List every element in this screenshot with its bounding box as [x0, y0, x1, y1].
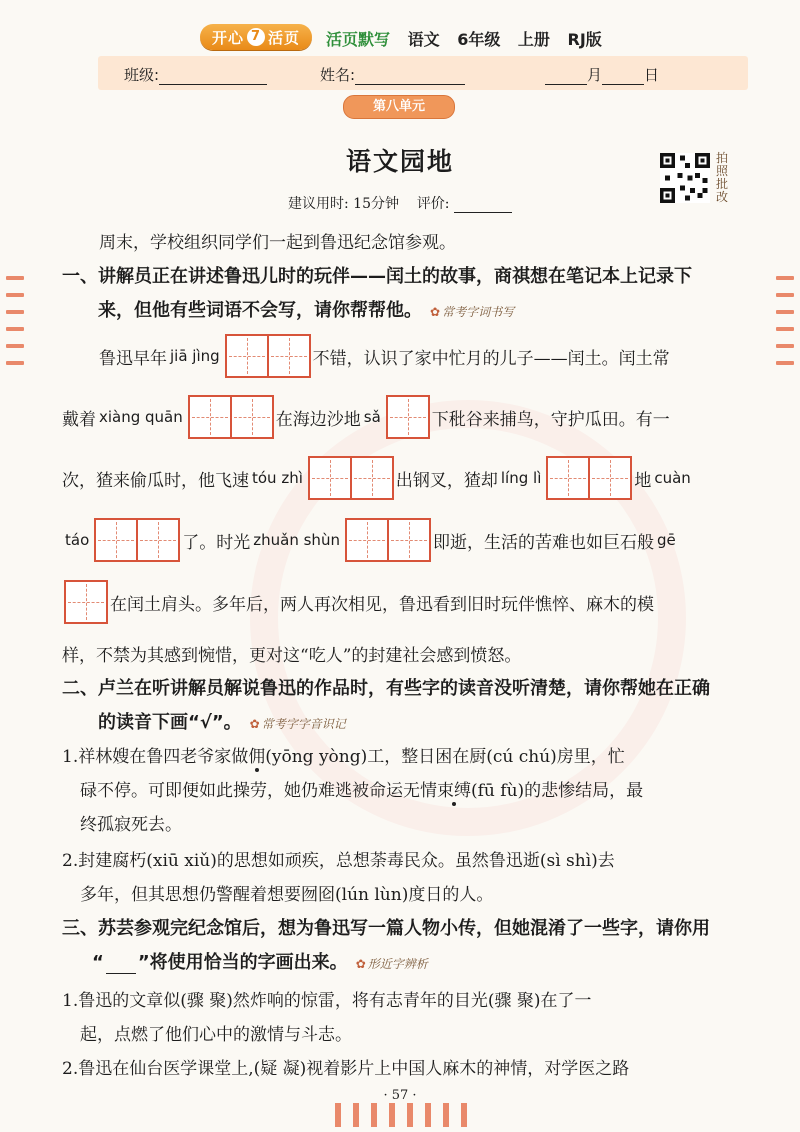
pinyin-lingli: líng lì — [500, 469, 542, 487]
s1-l1-text2: 不错，认识了家中忙月的儿子——闰土。闰土常 — [312, 348, 670, 369]
section3-heading-text: ”将使用恰当的字画出来。 — [137, 952, 348, 973]
answer-boxes-touzhi[interactable] — [308, 456, 394, 500]
section2-tag: ✿ 常考字字音识记 — [250, 717, 346, 731]
class-field[interactable] — [124, 64, 267, 85]
section1-heading-line2 — [98, 296, 514, 322]
answer-boxes-zhuanshun[interactable] — [345, 518, 431, 562]
pinyin-jiajing: jiā jìng — [170, 347, 220, 365]
left-side-bars — [6, 276, 24, 378]
bottom-bars — [335, 1103, 467, 1127]
subject-label: 语文 — [407, 30, 440, 49]
answer-boxes-jiajing[interactable] — [225, 334, 311, 378]
pinyin-zhuanshun: zhuǎn shùn — [253, 531, 340, 549]
section1-tag: ✿ 常考字词书写 — [430, 305, 514, 319]
s1-line4 — [62, 518, 679, 562]
s1-line5 — [62, 580, 654, 624]
answer-box-sa[interactable] — [386, 395, 430, 439]
s2-q2-line2[interactable]: 多年，但其思想仍警醒着想要囫囵(lún lùn)度日的人。 — [80, 885, 494, 905]
answer-boxes-xiangquan[interactable] — [188, 395, 274, 439]
grade-label: 6年级 — [457, 30, 501, 49]
meta-line — [0, 193, 800, 213]
s2-q2-line1[interactable]: 2.封建腐朽(xiū xiǔ)的思想如顽疾，总想荼毒民众。虽然鲁迅逝(sì shì)去 — [62, 851, 615, 871]
section2-heading-text: 的读音下画“√”。 — [98, 712, 242, 733]
time-label: 建议用时: — [288, 196, 349, 212]
date-field[interactable] — [545, 64, 659, 85]
s1-l3-text2: 出钢叉，猹却 — [395, 470, 498, 491]
s3-q1-line2: 起，点燃了他们心中的激情与斗志。 — [80, 1025, 352, 1045]
pinyin-cuan: cuàn — [654, 469, 691, 487]
pinyin-tao: táo — [65, 531, 90, 549]
s1-l3-text3: 地 — [634, 470, 652, 491]
time-value: 15分钟 — [353, 196, 399, 212]
s1-line3 — [62, 456, 694, 500]
pinyin-ge: gē — [656, 531, 676, 549]
header-title — [326, 27, 614, 50]
section3-tag: ✿ 形近字辨析 — [356, 957, 428, 971]
answer-boxes-cuantao[interactable] — [94, 518, 180, 562]
s2-q1-l2-text-a: 碌不停。可即便如此操劳，她仍难逃被命运无情 — [80, 781, 437, 801]
eval-label: 评价: — [416, 196, 450, 212]
page-title: 语文园地 — [345, 147, 454, 176]
s3-q1-line1[interactable]: 1.鲁迅的文章似(骤 聚)然炸响的惊雷，将有志青年的目光(骤 聚)在了一 — [62, 991, 592, 1011]
section3-heading-line2 — [92, 948, 428, 974]
s2-q1-dotted-char: 佣 — [248, 747, 266, 767]
series-label: 活页默写 — [326, 30, 391, 49]
class-label: 班级: — [124, 66, 160, 84]
s1-line2 — [62, 395, 670, 439]
section1-heading-line1: 一、讲解员正在讲述鲁迅儿时的玩伴——闰土的故事，商祺想在笔记本上记录下 — [62, 266, 692, 287]
edition-label: RJ版 — [567, 30, 602, 49]
s1-l2-text2: 在海边沙地 — [275, 409, 361, 430]
qr-label: 拍照批改 — [716, 151, 729, 204]
pinyin-touzhi: tóu zhì — [252, 469, 303, 487]
page-number: · 57 · — [383, 1088, 417, 1103]
s1-line6: 样，不禁为其感到惋惜，更对这“吃人”的封建社会感到愤怒。 — [62, 646, 522, 666]
s2-q1-text-a: 1.祥林嫂在鲁四老爷家做 — [62, 747, 249, 767]
unit-badge: 第八单元 — [343, 95, 455, 119]
term-label: 上册 — [517, 30, 550, 49]
s2-q1-text-c[interactable]: (yōng yòng)工，整日困在厨(cú chú)房里，忙 — [265, 747, 625, 767]
name-label: 姓名: — [320, 66, 356, 84]
section1-heading-text: 来，但他有些词语不会写，请你帮帮他。 — [98, 300, 422, 321]
s2-q1-line2 — [80, 776, 643, 801]
s2-q1-l2-text-c[interactable]: (fū fù)的悲惨结局，最 — [471, 781, 644, 801]
section2-heading-line1: 二、卢兰在听讲解员解说鲁迅的作品时，有些字的读音没听清楚，请你帮她在正确 — [62, 678, 710, 699]
brand-logo — [200, 24, 312, 50]
section2-heading-line2 — [98, 708, 346, 734]
month-label: 月 — [587, 66, 603, 84]
s2-q1-line1 — [62, 742, 625, 767]
s1-l2-text: 戴着 — [62, 409, 96, 430]
logo-text-left: 开心 — [211, 28, 244, 47]
s1-line1 — [99, 334, 670, 378]
answer-boxes-lingli[interactable] — [546, 456, 632, 500]
intro-text: 周末，学校组织同学们一起到鲁迅纪念馆参观。 — [99, 233, 456, 253]
answer-box-ge[interactable] — [64, 580, 108, 624]
s3-q2-line1[interactable]: 2.鲁迅在仙台医学课堂上,(疑 凝)视着影片上中国人麻木的神情，对学医之路 — [62, 1059, 630, 1079]
s1-l1-text: 鲁迅早年 — [99, 348, 167, 369]
pinyin-sa: sǎ — [363, 408, 381, 426]
s2-q1-l2-dotted: 束缚 — [437, 781, 471, 801]
name-field[interactable] — [320, 64, 465, 85]
quote-open: “ — [92, 952, 104, 973]
section3-heading-line1: 三、苏芸参观完纪念馆后，想为鲁迅写一篇人物小传，但她混淆了一些字，请你用 — [62, 918, 710, 939]
s1-l2-text3: 下秕谷来捕鸟，守护瓜田。有一 — [431, 409, 670, 430]
s1-l3-text: 次，猹来偷瓜时，他飞速 — [62, 470, 249, 491]
s2-q1-line3: 终孤寂死去。 — [80, 815, 182, 835]
pinyin-xiangquan: xiàng quān — [99, 408, 183, 426]
s1-l5-text: 在闰土肩头。多年后，两人再次相见，鲁迅看到旧时玩伴憔悴、麻木的模 — [110, 594, 654, 615]
logo-seven: 7 — [247, 28, 265, 46]
logo-text-right: 活页 — [268, 28, 301, 47]
day-label: 日 — [644, 66, 660, 84]
s1-l4-text: 了。时光 — [182, 532, 251, 553]
s1-l4-text2: 即逝，生活的苦难也如巨石般 — [432, 532, 654, 553]
right-side-bars — [776, 276, 794, 378]
